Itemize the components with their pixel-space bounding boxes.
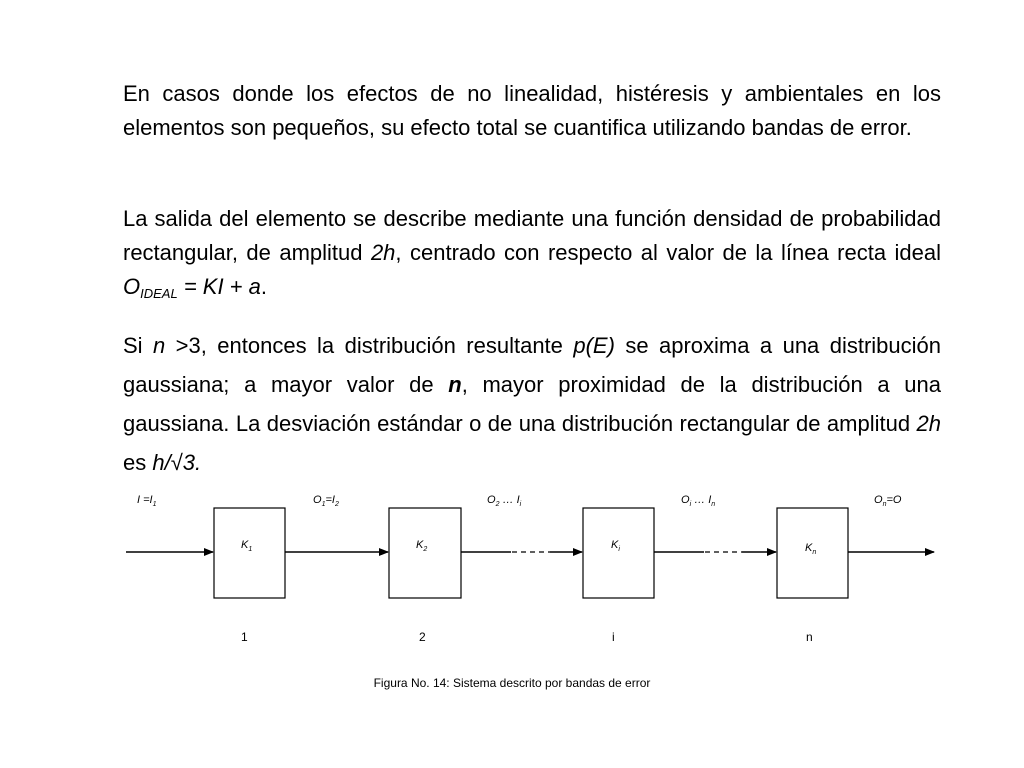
- signal-label-5: $O_n=O$: [874, 494, 902, 508]
- block-ki: [583, 508, 654, 598]
- p3-formula: h/√3.: [152, 450, 202, 475]
- p2-end: .: [260, 274, 267, 299]
- figure-caption: Figura No. 14: Sistema descrito por bandas de error: [373, 676, 651, 690]
- p2-o-ideal: $O_{IDEAL}$ = KI + a: [123, 274, 261, 301]
- block-label-k1: $K_1$: [241, 539, 253, 553]
- block-k2: [389, 508, 461, 598]
- signal-label-3: $O_2$ … $I_i$: [487, 494, 522, 508]
- p3-n: n: [153, 333, 166, 358]
- stage-index-2: 2: [419, 630, 426, 644]
- paragraph-2: [123, 202, 941, 304]
- stage-index-1: 1: [241, 630, 248, 644]
- block-k1: [214, 508, 285, 598]
- stage-index-n: n: [806, 630, 813, 644]
- paragraph-1: En casos donde los efectos de no linealidad, histéresis y ambientales en los elementos son pequeños, su efecto total se cuantifica utilizando bandas de error.: [123, 81, 941, 140]
- block-label-k2: $K_2$: [416, 539, 428, 553]
- p3-n-bold: n: [448, 372, 462, 397]
- block-label-kn: $K_n$: [805, 542, 817, 556]
- p2-text-a: La salida del elemento se describe mediante una función densidad de probabilidad rectangular, de amplitud: [123, 206, 941, 265]
- paragraph-3: Si n >3, entonces la distribución resultante p(E) se aproxima a una distribución gaussiana; a mayor valor de n, mayor proximidad de la distribución a una gaussiana. La desviación estándar o de una distribución rectangular de amplitud 2h es h/√3.: [123, 333, 941, 475]
- p2-amplitude: 2h: [370, 240, 396, 265]
- block-diagram: [0, 486, 1024, 656]
- stage-index-i: i: [612, 630, 615, 644]
- p3-amplitude: 2h: [916, 411, 941, 436]
- signal-label-1: $I =I_1$: [137, 494, 157, 508]
- p3-pe: p(E): [573, 333, 615, 358]
- block-label-ki: $K_i$: [611, 539, 620, 553]
- signal-label-4: $O_i$ … $I_n$: [681, 494, 716, 508]
- signal-label-2: $O_1=I_2$: [313, 494, 339, 508]
- p2-text-b: , centrado con respecto al valor de la línea recta ideal: [395, 240, 941, 265]
